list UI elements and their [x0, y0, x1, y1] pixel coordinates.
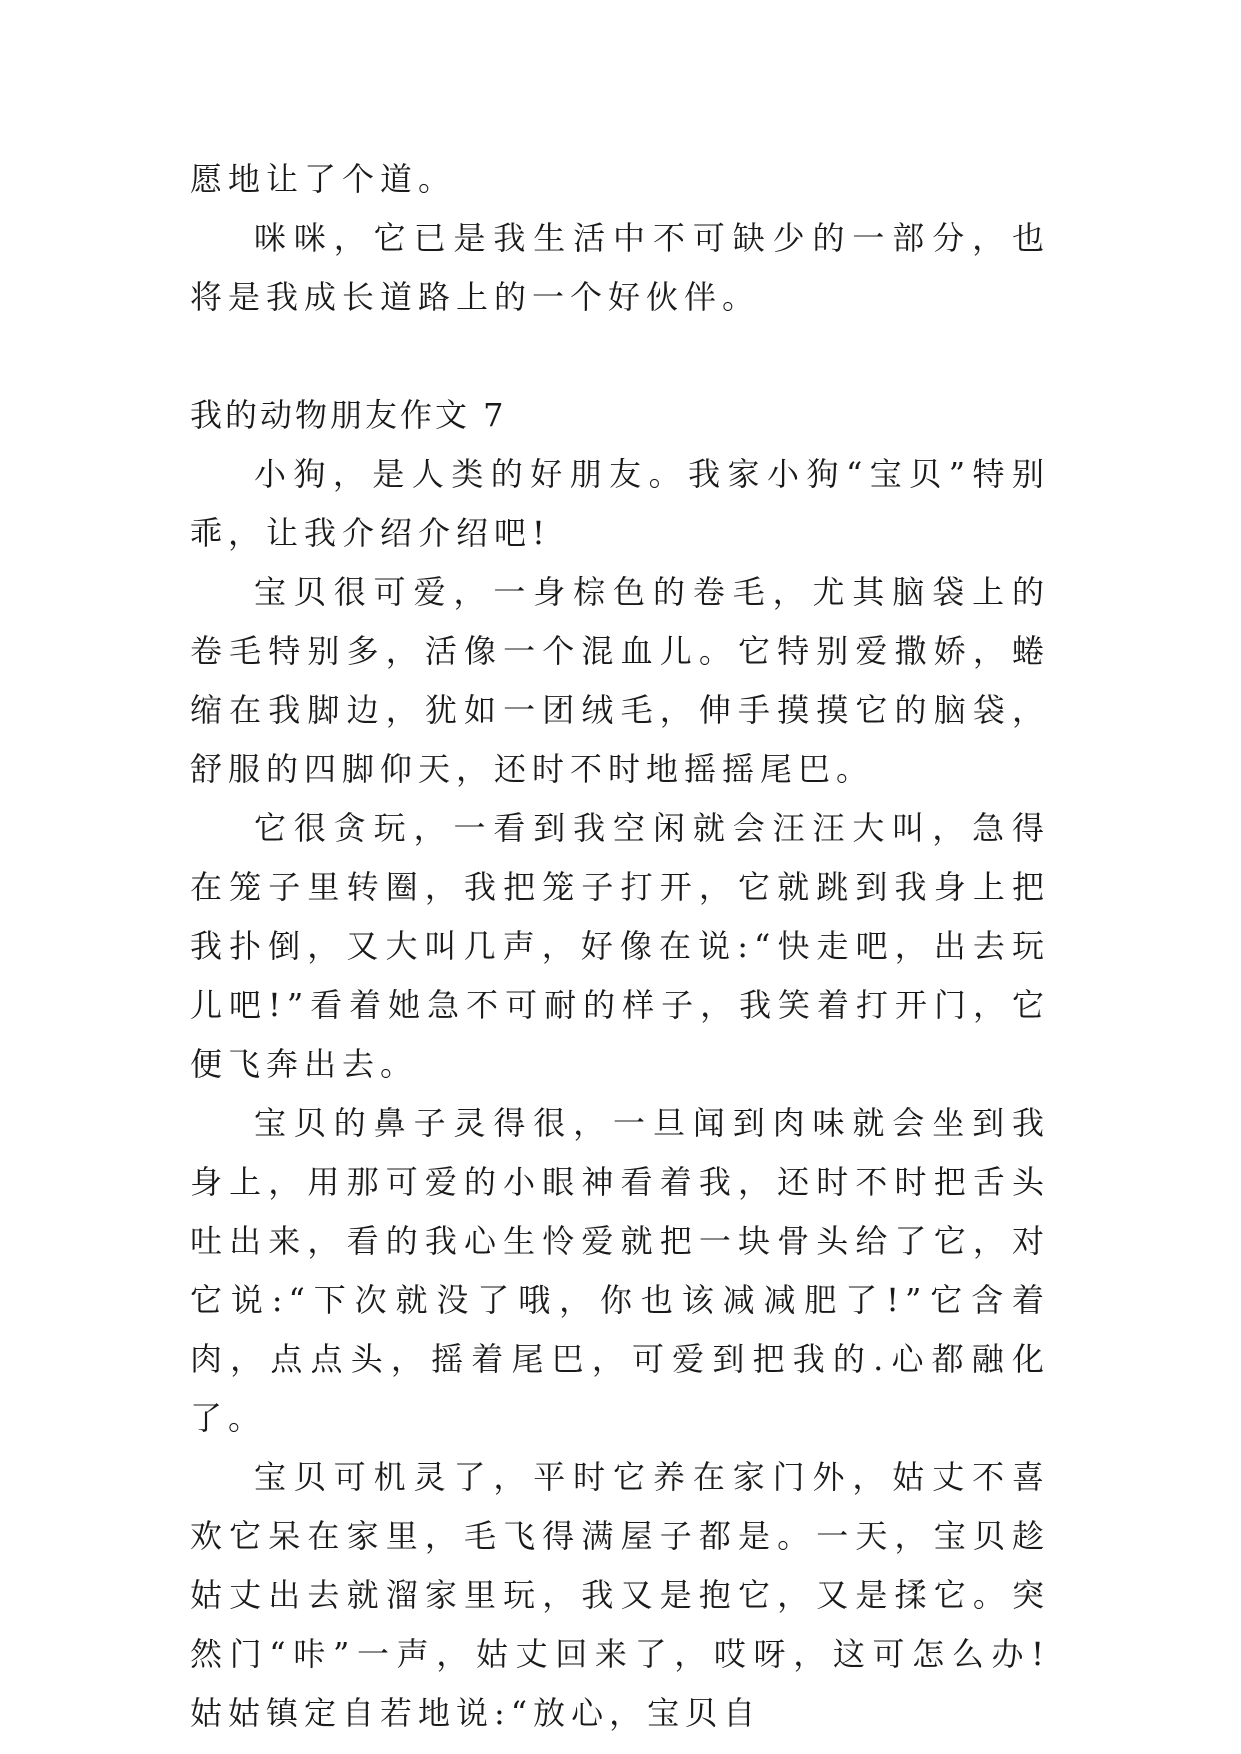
- paragraph: 咪咪，它已是我生活中不可缺少的一部分，也将是我成长道路上的一个好伙伴。: [190, 219, 1050, 316]
- essay-title: 我的动物朋友作文 7: [190, 396, 507, 434]
- paragraph: 宝贝可机灵了，平时它养在家门外，姑丈不喜欢它呆在家里，毛飞得满屋子都是。一天，宝贝趁姑丈出去就溜家里玩，我又是抱它，又是揉它。突然门“咔”一声，姑丈回来了，哎呀，这可怎么办!姑姑镇定自若地说:“放心，宝贝自: [190, 1458, 1050, 1732]
- paragraph: 小狗，是人类的好朋友。我家小狗“宝贝”特别乖，让我介绍介绍吧!: [190, 455, 1050, 552]
- essay-body: [190, 150, 1050, 1743]
- paragraph-continuation: 愿地让了个道。: [190, 160, 457, 198]
- paragraph: 宝贝很可爱，一身棕色的卷毛，尤其脑袋上的卷毛特别多，活像一个混血儿。它特别爱撒娇，蜷缩在我脚边，犹如一团绒毛，伸手摸摸它的脑袋，舒服的四脚仰天，还时不时地摇摇尾巴。: [190, 573, 1050, 788]
- paragraph: 它很贪玩，一看到我空闲就会汪汪大叫，急得在笼子里转圈，我把笼子打开，它就跳到我身上把我扑倒，又大叫几声，好像在说:“快走吧，出去玩儿吧!”看着她急不可耐的样子，我笑着打开门，它便飞奔出去。: [190, 809, 1050, 1083]
- paragraph: 宝贝的鼻子灵得很，一旦闻到肉味就会坐到我身上，用那可爱的小眼神看着我，还时不时把舌头吐出来，看的我心生怜爱就把一块骨头给了它，对它说:“下次就没了哦，你也该减减肥了!”它含着肉，点点头，摇着尾巴，可爱到把我的.心都融化了。: [190, 1104, 1050, 1437]
